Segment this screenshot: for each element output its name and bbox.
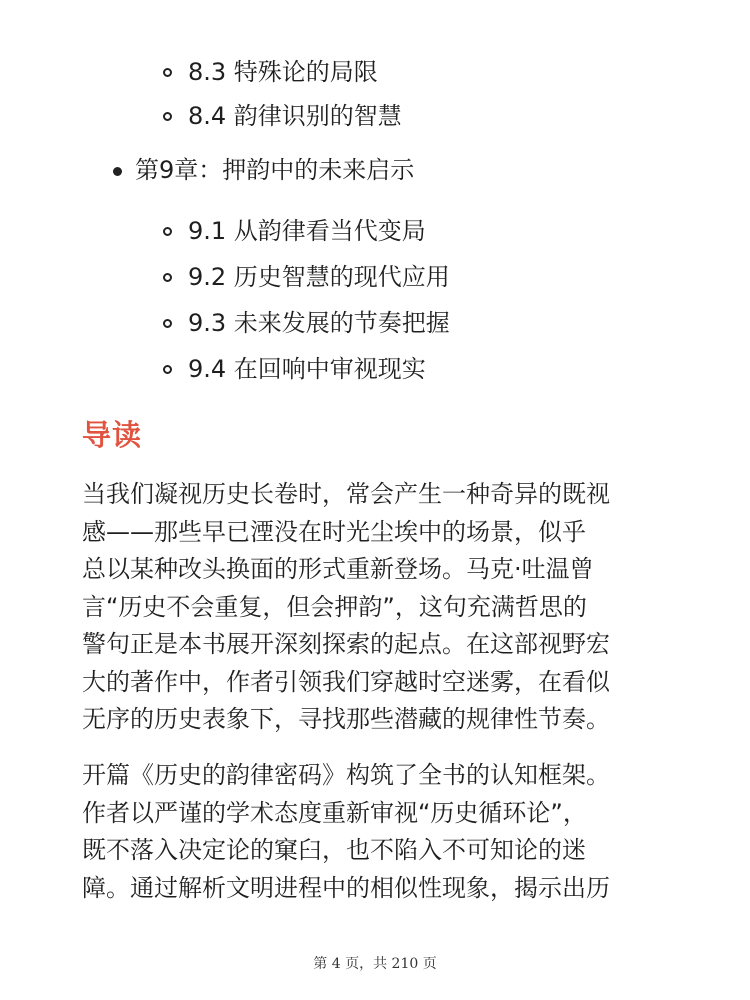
outline-item-label: 8.4 韵律识别的智慧 — [188, 102, 402, 130]
paragraph-line: 当我们凝视历史长卷时，常会产生一种奇异的既视 — [82, 480, 610, 508]
page-number-footer: 第 4 页，共 210 页 — [313, 956, 437, 972]
paragraph-line: 既不落入决定论的窠臼，也不陷入不可知论的迷 — [82, 836, 586, 864]
paragraph-line: 作者以严谨的学术态度重新审视“历史循环论”， — [82, 798, 587, 827]
bullet-disc-icon — [113, 167, 122, 176]
outline-item-label: 9.4 在回响中审视现实 — [188, 355, 426, 383]
paragraph-line: 障。通过解析文明进程中的相似性现象，揭示出历 — [82, 873, 610, 902]
outline-item — [0, 303, 700, 349]
outline-item-label: 9.2 历史智慧的现代应用 — [188, 263, 450, 291]
bullet-circle-icon — [163, 273, 172, 282]
bullet-circle-icon — [163, 227, 172, 236]
outline-item — [0, 349, 700, 395]
outline-item — [0, 257, 700, 303]
chapter-label: 第9章：押韵中的未来启示 — [135, 156, 415, 184]
paragraph-2 — [82, 757, 682, 907]
paragraph-line: 警句正是本书展开深刻探索的起点。在这部视野宏 — [82, 630, 610, 658]
outline-item — [0, 96, 700, 142]
paragraph-1 — [82, 476, 682, 739]
paragraph-line: 无序的历史表象下，寻找那些潜藏的规律性节奏。 — [82, 705, 610, 733]
bullet-circle-icon — [163, 319, 172, 328]
paragraph-line: 言“历史不会重复，但会押韵”，这句充满哲思的 — [82, 592, 587, 621]
paragraph-line: 开篇《历史的韵律密码》构筑了全书的认知框架。 — [82, 761, 610, 789]
paragraph-line: 大的著作中，作者引领我们穿越时空迷雾，在看似 — [82, 667, 610, 696]
paragraph-line: 总以某种改头换面的形式重新登场。马克·吐温曾 — [82, 555, 594, 583]
outline-chapter-9 — [0, 150, 700, 196]
outline-item-label: 9.3 未来发展的节奏把握 — [188, 309, 450, 337]
outline-item — [0, 211, 700, 257]
outline-item-label: 9.1 从韵律看当代变局 — [188, 217, 426, 245]
bullet-circle-icon — [163, 68, 172, 77]
bullet-circle-icon — [163, 112, 172, 121]
outline-item — [0, 52, 700, 98]
outline-item-label: 8.3 特殊论的局限 — [188, 58, 378, 86]
paragraph-line: 感——那些早已湮没在时光尘埃中的场景，似乎 — [82, 517, 586, 546]
bullet-circle-icon — [163, 365, 172, 374]
section-heading: 导读 — [82, 418, 143, 452]
